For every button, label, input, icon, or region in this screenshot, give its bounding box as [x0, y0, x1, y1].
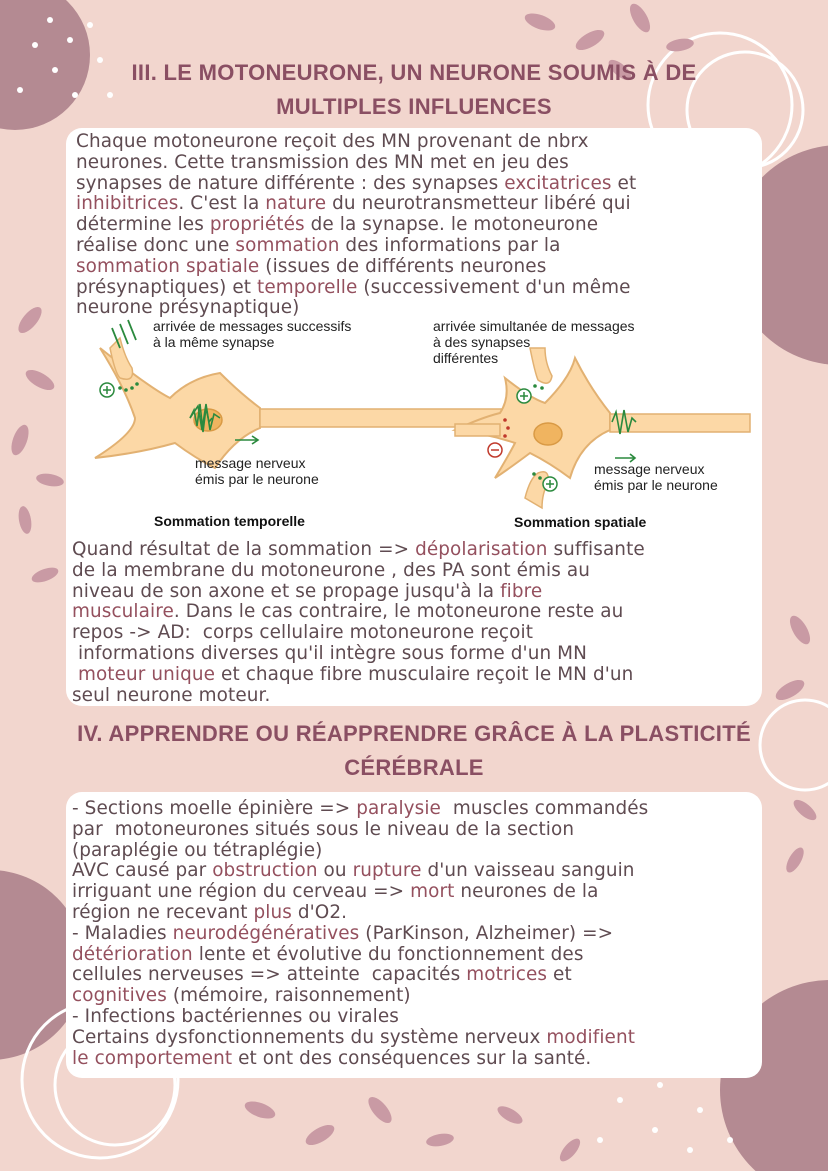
text-segment: muscles commandés [440, 798, 649, 819]
text-segment: (ParKinson, Alzheimer) => [359, 922, 614, 944]
text-line [72, 665, 645, 686]
spatial-caption-line-3: différentes [433, 350, 499, 366]
spatial-caption [433, 318, 635, 366]
section-4-title-line-2: CÉRÉBRALE [344, 755, 484, 780]
text-segment: neurones de la [454, 881, 599, 903]
text-segment: d'O2. [291, 901, 348, 923]
section-3-title [40, 56, 788, 124]
text-line [72, 602, 645, 623]
text-line [72, 945, 648, 966]
text-segment: Chaque motoneurone reçoit des MN provenant de nbrx [76, 131, 589, 152]
text-segment: Quand résultat de la sommation => [72, 539, 416, 560]
temporal-message-line-2: émis par le neurone [195, 471, 319, 487]
text-segment: seul neurone moteur. [72, 684, 271, 706]
text-segment: réalise donc une [76, 234, 236, 256]
text-line [76, 132, 636, 153]
highlight-term: propriétés [209, 214, 305, 236]
text-line [72, 861, 648, 882]
text-line [72, 965, 648, 986]
highlight-term: nature [265, 193, 327, 215]
text-segment: détermine les [76, 214, 210, 236]
section-3-title-line-2: MULTIPLES INFLUENCES [276, 94, 552, 119]
temporal-caption [153, 318, 351, 350]
right-dendrite-left [455, 424, 500, 436]
text-segment: informations diverses qu'il intègre sous forme d'un MN [72, 642, 587, 664]
text-segment: repos -> AD: corps cellulaire motoneurone reçoit [72, 622, 534, 644]
highlight-term: musculaire [72, 601, 174, 623]
text-segment: - Maladies [72, 922, 173, 944]
text-line [72, 1049, 648, 1070]
temporal-summation-label: Sommation temporelle [154, 513, 305, 529]
text-segment: de la membrane du motoneurone , des PA sont émis au [72, 559, 590, 581]
highlight-term: moteur unique [72, 663, 216, 685]
temporal-caption-line-1: arrivée de messages successifs [153, 318, 352, 334]
text-segment: Certains dysfonctionnements du système nerveux [72, 1026, 547, 1048]
text-segment: du neurotransmetteur libéré qui [326, 193, 631, 215]
text-line [72, 799, 648, 820]
spatial-message-line-1: message nerveux [594, 461, 705, 477]
text-line [72, 686, 645, 707]
highlight-term: plus [253, 901, 292, 923]
text-segment: et ont des conséquences sur la santé. [232, 1047, 592, 1069]
text-line [72, 561, 645, 582]
text-line [76, 194, 636, 215]
highlight-term: modifient [546, 1026, 636, 1048]
highlight-term: le comportement [72, 1047, 233, 1069]
text-line [76, 236, 636, 257]
highlight-term: motrices [466, 964, 548, 986]
highlight-term: inhibitrices [76, 193, 179, 215]
highlight-term: sommation [235, 234, 340, 256]
text-segment: (successivement d'un même [357, 276, 631, 298]
section-4-paragraph [72, 799, 648, 1069]
text-segment: suffisante [547, 539, 645, 560]
text-segment: région ne recevant [72, 901, 254, 923]
temporal-message-line-1: message nerveux [195, 455, 306, 471]
text-line [76, 278, 636, 299]
text-line [76, 153, 636, 174]
temporal-caption-line-2: à la même synapse [153, 334, 275, 350]
text-segment: niveau de son axone et se propage jusqu'à la [72, 580, 501, 602]
text-line [72, 623, 645, 644]
spatial-caption-line-1: arrivée simultanée de messages [433, 318, 635, 334]
text-segment: neurone présynaptique) [76, 297, 300, 319]
highlight-term: neurodégénératives [172, 922, 360, 944]
spatial-summation-label: Sommation spatiale [514, 514, 647, 530]
text-line [72, 903, 648, 924]
spatial-message-label [594, 461, 718, 493]
right-neuron-nucleus [534, 423, 562, 445]
spatial-caption-line-2: à des synapses [433, 334, 531, 350]
text-segment: de la synapse. le motoneurone [304, 214, 599, 236]
section-3-paragraph-1 [76, 132, 636, 319]
text-segment: des informations par la [339, 234, 561, 256]
right-bottom-terminal [525, 472, 548, 508]
left-presynaptic-terminal [110, 338, 133, 379]
text-line [76, 257, 636, 278]
text-segment: . Dans le cas contraire, le motoneurone reste au [173, 601, 624, 623]
highlight-term: fibre [500, 580, 543, 602]
highlight-term: dépolarisation [415, 539, 548, 560]
highlight-term: obstruction [212, 860, 318, 882]
text-line [72, 540, 645, 561]
text-line [76, 174, 636, 195]
section-3-paragraph-2 [72, 540, 645, 706]
text-segment: - Infections bactériennes ou virales [72, 1005, 399, 1027]
text-segment: synapses de nature différente : des synapses [76, 172, 505, 194]
text-line [72, 841, 648, 862]
text-segment: . C'est la [178, 193, 266, 215]
highlight-term: sommation spatiale [76, 255, 260, 277]
text-segment: (paraplégie ou tétraplégie) [72, 839, 323, 861]
text-line [76, 298, 636, 319]
highlight-term: paralysie [356, 798, 441, 819]
text-segment: et chaque fibre musculaire reçoit le MN d'un [215, 663, 634, 685]
text-segment: d'un vaisseau sanguin [421, 860, 635, 882]
text-segment: ou [317, 860, 353, 882]
text-line [72, 924, 648, 945]
text-segment: (mémoire, raisonnement) [166, 985, 411, 1007]
temporal-message-label [195, 455, 319, 487]
text-line [72, 986, 648, 1007]
text-line [72, 644, 645, 665]
text-segment: et [611, 172, 637, 194]
highlight-term: détérioration [72, 943, 193, 965]
text-segment: irriguant une région du cerveau => [72, 881, 411, 903]
text-line [72, 882, 648, 903]
text-segment: présynaptiques) et [76, 276, 258, 298]
text-line [76, 215, 636, 236]
text-line [72, 582, 645, 603]
text-segment: AVC causé par [72, 860, 213, 882]
section-4-title [40, 717, 788, 785]
highlight-term: cognitives [72, 985, 167, 1007]
highlight-term: excitatrices [504, 172, 612, 194]
text-segment: et [547, 964, 572, 986]
highlight-term: mort [410, 881, 455, 903]
section-4-title-line-1: IV. APPRENDRE OU RÉAPPRENDRE GRÂCE À LA PLASTICITÉ [77, 721, 751, 746]
text-segment: lente et évolutive du fonctionnement des [192, 943, 584, 965]
text-segment: par motoneurones situés sous le niveau de la section [72, 818, 575, 840]
text-line [72, 1028, 648, 1049]
highlight-term: temporelle [257, 276, 358, 298]
summation-diagram [90, 318, 755, 543]
text-line [72, 820, 648, 841]
text-segment: cellules nerveuses => atteinte capacités [72, 964, 467, 986]
text-line [72, 1007, 648, 1028]
text-segment: - Sections moelle épinière => [72, 798, 357, 819]
spatial-message-line-2: émis par le neurone [594, 477, 718, 493]
text-segment: (issues de différents neurones [259, 255, 547, 277]
highlight-term: rupture [352, 860, 422, 882]
text-segment: neurones. Cette transmission des MN met en jeu des [76, 151, 569, 173]
section-3-title-line-1: III. LE MOTONEURONE, UN NEURONE SOUMIS À DE [131, 60, 697, 85]
